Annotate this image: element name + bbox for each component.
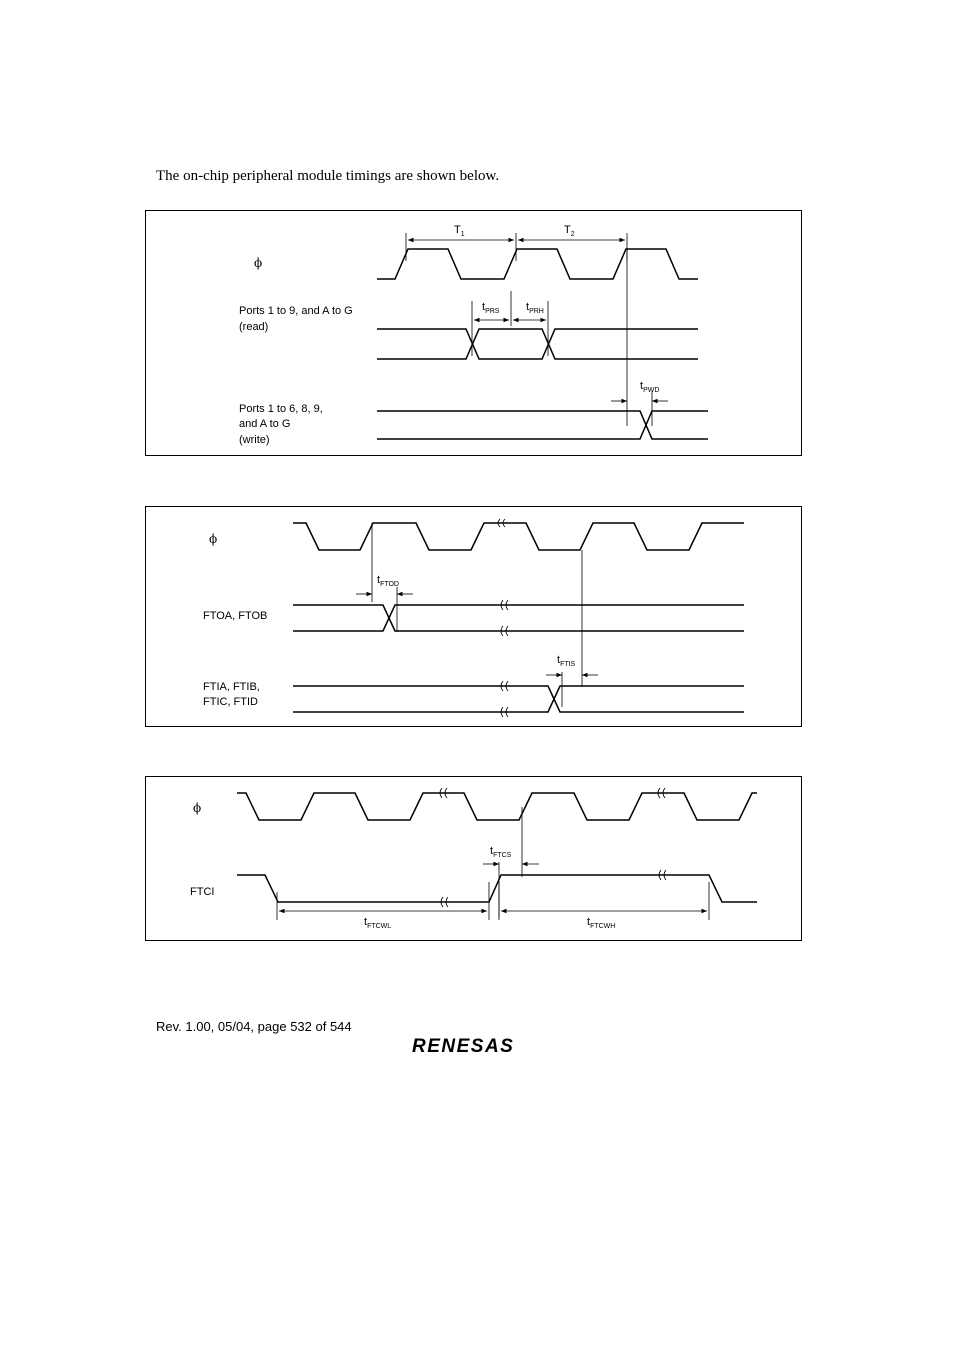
tprh-label: $t_{PRH}$ <box>526 301 544 315</box>
frt-clock-timing-figure <box>145 776 802 941</box>
clock-waveform <box>293 523 744 550</box>
ftic-label: FTIC, FTID <box>203 696 258 708</box>
t2-label: $T_2$ <box>564 224 575 238</box>
t1-label: $T_1$ <box>454 224 465 238</box>
read-data-waveform <box>377 329 698 359</box>
write-data-waveform <box>377 411 708 439</box>
tftcwl-label: $t_{FTCWL}$ <box>364 916 392 930</box>
ftci-label: FTCI <box>190 886 215 898</box>
tprs-label: $t_{PRS}$ <box>482 301 500 315</box>
clock-label: ϕ <box>193 801 202 815</box>
tftod-label: $t_{FTOD}$ <box>377 574 399 588</box>
ftia-label: FTIA, FTIB, <box>203 681 260 693</box>
renesas-logo <box>412 1034 537 1061</box>
read-port-label: Ports 1 to 9, and A to G <box>239 305 353 317</box>
tpwd-label: $t_{PWD}$ <box>640 380 660 394</box>
write-port-label: Ports 1 to 6, 8, 9, <box>239 403 323 415</box>
ftia-waveform <box>293 686 744 712</box>
clock-waveform <box>237 793 757 820</box>
io-port-timing-diagram <box>146 211 803 457</box>
svg-text:RENESAS: RENESAS <box>412 1036 515 1056</box>
io-port-timing-figure <box>145 210 802 456</box>
clock-waveform <box>377 249 698 279</box>
ftoa-ftob-label: FTOA, FTOB <box>203 610 268 622</box>
tftis-label: $t_{FTIS}$ <box>557 654 576 668</box>
tftcs-label: $t_{FTCS}$ <box>490 845 512 859</box>
write-port-label-3: (write) <box>239 434 270 446</box>
tftcwh-label: $t_{FTCWH}$ <box>587 916 616 930</box>
ftoa-waveform <box>293 605 744 631</box>
clock-label: ϕ <box>209 532 218 546</box>
clock-label: ϕ <box>254 256 263 270</box>
ftci-waveform <box>237 875 757 902</box>
frt-io-timing-diagram <box>146 507 803 728</box>
read-port-sublabel: (read) <box>239 321 269 333</box>
frt-clock-timing-diagram <box>146 777 803 942</box>
intro-text: The on-chip peripheral module timings are shown below. <box>156 168 500 184</box>
page-footer: Rev. 1.00, 05/04, page 532 of 544 <box>156 1019 352 1034</box>
write-port-label-2: and A to G <box>239 418 291 430</box>
frt-io-timing-figure <box>145 506 802 727</box>
